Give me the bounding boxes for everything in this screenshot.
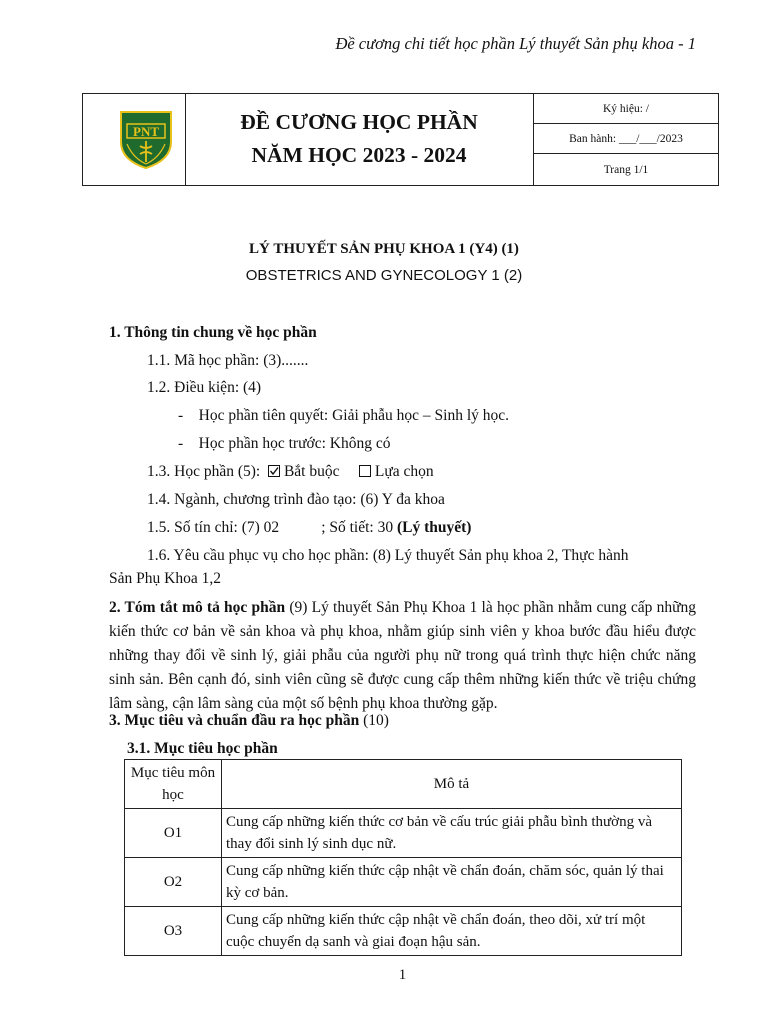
dieu-kien: 1.2. Điều kiện: (4) xyxy=(147,379,262,396)
lua-chon-label: Lựa chọn xyxy=(374,463,434,480)
logo-cell xyxy=(83,94,186,185)
objective-id: O3 xyxy=(125,907,222,956)
title-line-1: ĐỀ CƯƠNG HỌC PHẦN xyxy=(240,110,478,134)
trang-cell: Trang 1/1 xyxy=(603,163,649,176)
hoc-truoc-item: - Học phần học trước: Không có xyxy=(178,435,391,452)
table-header-row xyxy=(125,760,682,809)
section-3-suffix: (10) xyxy=(359,712,389,729)
table-row xyxy=(125,858,682,907)
tien-quyet-item: - Học phần tiên quyết: Giải phẫu học – Sinh lý học. xyxy=(178,407,510,424)
table-row xyxy=(125,809,682,858)
so-tin-chi-line xyxy=(147,519,471,537)
nganh: 1.4. Ngành, chương trình đào tạo: (6) Y đa khoa xyxy=(147,491,445,508)
page-number: 1 xyxy=(398,967,407,983)
section-3-1-heading: 3.1. Mục tiêu học phần xyxy=(127,740,278,757)
section-1-heading: 1. Thông tin chung về học phần xyxy=(109,324,317,341)
bat-buoc-label: Bắt buộc xyxy=(283,463,340,480)
table-row xyxy=(125,907,682,956)
title-line-2: NĂM HỌC 2023 - 2024 xyxy=(251,143,467,167)
objective-id: O2 xyxy=(125,858,222,907)
yeu-cau-line-1: 1.6. Yêu cầu phục vụ cho học phần: (8) Lý thuyết Sản phụ khoa 2, Thực hành xyxy=(147,547,629,564)
so-tiet-type: (Lý thuyết) xyxy=(396,519,472,536)
hoc-truoc-text: Học phần học trước: Không có xyxy=(198,435,391,452)
ban-hanh-cell: Ban hành: ___/___/2023 xyxy=(534,124,718,154)
course-title-en: OBSTETRICS AND GYNECOLOGY 1 (2) xyxy=(245,267,523,284)
unchecked-box-icon xyxy=(359,465,371,477)
col-description-header: Mô tả xyxy=(222,760,682,809)
tien-quyet-text: Học phần tiên quyết: Giải phẫu học – Sinh lý học. xyxy=(198,407,510,424)
header-table xyxy=(82,93,719,186)
so-tin-chi: 1.5. Số tín chỉ: (7) 02 xyxy=(147,519,280,536)
hoc-phan-label: 1.3. Học phần (5): xyxy=(147,463,261,480)
section-3-heading-line xyxy=(109,712,389,730)
hoc-phan-type xyxy=(147,463,434,481)
running-header: Đề cương chi tiết học phần Lý thuyết Sản phụ khoa - 1 xyxy=(335,34,696,53)
objectives-table xyxy=(124,759,682,956)
section-2-text: (9) Lý thuyết Sản Phụ Khoa 1 là học phần nhằm cung cấp những kiến thức cơ bản về sản khoa và phụ khoa, nhằm giúp sinh viên y khoa bước đầu hiểu được những thay đổi về sinh lý, giải phẫu của người phụ nữ trong quá trình thực hiện chức năng sinh sản. Bên cạnh đó, sinh viên cũng sẽ được cung cấp thêm những kiến thức về triệu chứng lâm sàng, cận lâm sàng của một số bệnh phụ khoa thường gặp. xyxy=(109,599,696,712)
yeu-cau-line-2: Sản Phụ Khoa 1,2 xyxy=(109,570,221,587)
section-2-paragraph xyxy=(109,596,696,716)
so-tiet: ; Số tiết: 30 xyxy=(321,519,397,536)
pnt-logo-icon xyxy=(113,108,179,170)
section-2-heading: 2. Tóm tắt mô tả học phần xyxy=(109,599,286,616)
section-3-heading: 3. Mục tiêu và chuẩn đầu ra học phần xyxy=(109,712,360,729)
document-title xyxy=(185,94,534,185)
objective-id: O1 xyxy=(125,809,222,858)
checked-box-icon xyxy=(268,465,280,477)
ma-hoc-phan: 1.1. Mã học phần: (3)....... xyxy=(147,352,309,369)
objective-desc: Cung cấp những kiến thức cập nhật về chẩn đoán, theo dõi, xử trí một cuộc chuyển dạ sanh và giai đoạn hậu sản. xyxy=(222,907,682,956)
logo-text: PNT xyxy=(133,124,159,139)
col-objective-header: Mục tiêu môn học xyxy=(125,760,222,809)
ky-hieu-cell: Ký hiệu: / xyxy=(534,94,718,124)
objective-desc: Cung cấp những kiến thức cập nhật về chẩn đoán, chăm sóc, quản lý thai kỳ cơ bản. xyxy=(222,858,682,907)
objective-desc: Cung cấp những kiến thức cơ bản về cấu trúc giải phẫu bình thường và thay đổi sinh lý sinh dục nữ. xyxy=(222,809,682,858)
course-title: LÝ THUYẾT SẢN PHỤ KHOA 1 (Y4) (1) xyxy=(249,241,519,257)
